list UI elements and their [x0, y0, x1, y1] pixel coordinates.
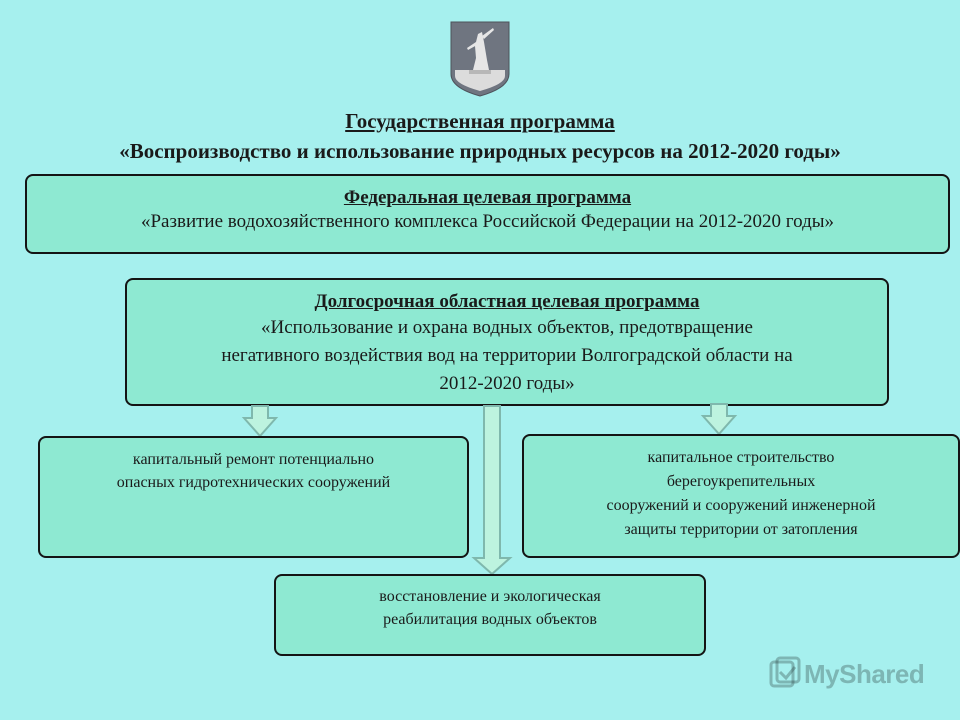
watermark-text: MyShared [804, 659, 925, 689]
arrow-down-icon [703, 404, 735, 434]
arrow-down-icon [474, 406, 510, 574]
construction-text-line: сооружений и сооружений инженерной [606, 497, 876, 514]
restoration-direction-box [274, 574, 706, 656]
repair-text-line: капитальный ремонт потенциально [132, 451, 375, 468]
restoration-text-line: восстановление и экологическая [379, 588, 601, 605]
regional-program-heading: Долгосрочная областная целевая программа [314, 291, 700, 312]
myshared-watermark [768, 656, 938, 696]
construction-text-line: берегоукрепительных [666, 473, 816, 490]
program-title [0, 108, 960, 166]
title-heading: Государственная программа [345, 109, 615, 133]
regional-program-name-line: 2012-2020 годы» [439, 373, 575, 394]
construction-direction-box [522, 434, 960, 558]
construction-text-line: капитальное строительство [647, 449, 835, 466]
title-subheading: «Воспроизводство и использование природных ресурсов на 2012-2020 годы» [119, 139, 841, 163]
federal-program-heading: Федеральная целевая программа [343, 187, 632, 208]
restoration-text-line: реабилитация водных объектов [383, 611, 597, 628]
regional-program-box [125, 278, 889, 406]
regional-program-name-line: «Использование и охрана водных объектов, предотвращение [261, 317, 753, 338]
myshared-logo-icon [768, 656, 802, 692]
coat-of-arms-icon [449, 20, 511, 98]
federal-program-box [25, 174, 950, 254]
federal-program-name: «Развитие водохозяйственного комплекса Российской Федерации на 2012-2020 годы» [140, 211, 835, 232]
repair-text-line: опасных гидротехнических сооружений [116, 474, 391, 491]
repair-direction-box [38, 436, 469, 558]
regional-program-name-line: негативного воздействия вод на территории Волгоградской области на [221, 345, 793, 366]
arrow-down-icon [244, 406, 276, 436]
construction-text-line: защиты территории от затопления [624, 521, 858, 538]
